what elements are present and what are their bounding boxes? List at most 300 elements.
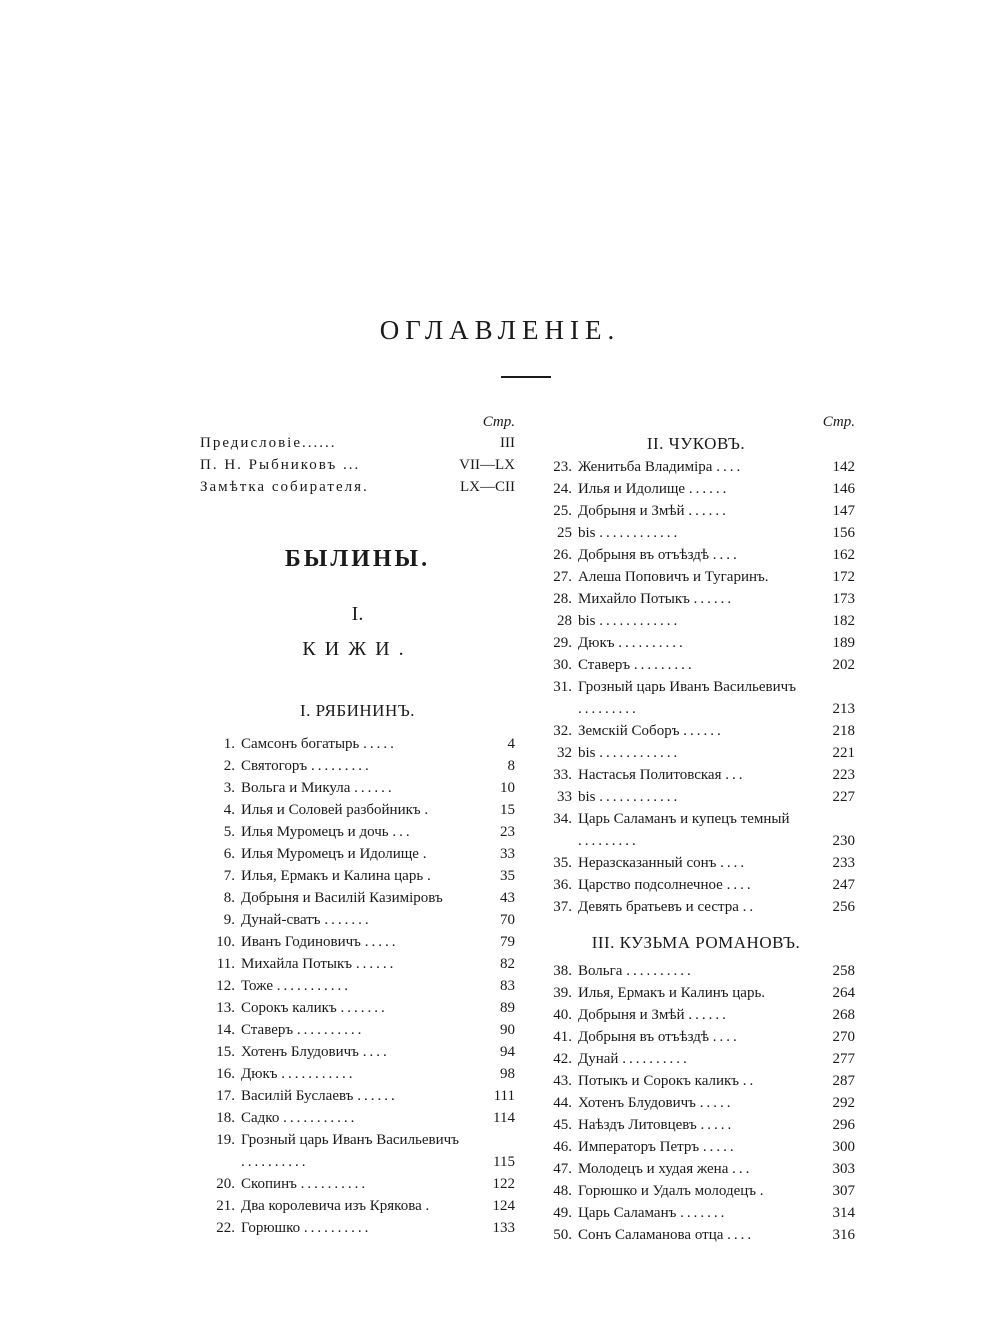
leader-dots: .........	[633, 657, 695, 673]
toc-entry[interactable]	[537, 1158, 855, 1180]
entry-title: Дунай	[578, 1051, 619, 1067]
entry-number: 18.	[216, 1110, 235, 1126]
entry-title-wrapper	[578, 588, 817, 610]
entry-number: 20.	[216, 1176, 235, 1192]
toc-entry[interactable]	[200, 821, 515, 843]
entry-page: 173	[832, 591, 855, 607]
entry-title: Добрыня и Змѣй	[578, 503, 685, 519]
entry-title: Дунай-сватъ	[241, 912, 321, 928]
toc-entry[interactable]	[200, 733, 515, 755]
entry-title: Тоже	[241, 978, 273, 994]
leader-dots: ............	[599, 789, 681, 805]
leader-dots: ......	[355, 956, 397, 972]
leader-dots: ......	[354, 780, 395, 796]
toc-entry[interactable]	[200, 1129, 515, 1173]
toc-entry[interactable]	[537, 720, 855, 742]
entry-title: bis	[578, 525, 596, 541]
entry-page: 70	[500, 912, 515, 928]
entry-number: 5.	[223, 824, 235, 840]
entry-page: 122	[492, 1176, 515, 1192]
entry-title-wrapper	[241, 909, 477, 931]
entry-number: 15.	[216, 1044, 235, 1060]
leader-dots: ....	[712, 547, 740, 563]
entry-title-wrapper	[241, 1195, 477, 1217]
entry-page: 292	[832, 1095, 855, 1111]
entry-title: Вольга	[578, 963, 623, 979]
entry-number: 13.	[216, 1000, 235, 1016]
toc-entry[interactable]	[537, 522, 855, 544]
entry-title: Алеша Поповичъ и Тугаринъ.	[578, 569, 769, 585]
entry-title-wrapper	[578, 1004, 817, 1026]
entry-title: Добрыня въ отъѣздѣ	[578, 1029, 710, 1045]
entry-page: 189	[832, 635, 855, 651]
entry-page: 23	[500, 824, 515, 840]
toc-entry[interactable]	[537, 764, 855, 786]
entry-title: Императоръ Петръ	[578, 1139, 700, 1155]
entry-number: 38.	[553, 963, 572, 979]
toc-entry[interactable]	[537, 1070, 855, 1092]
entry-number: 28	[557, 613, 572, 629]
toc-entry[interactable]	[200, 953, 515, 975]
entry-title: Михайло Потыкъ	[578, 591, 690, 607]
toc-entry[interactable]	[537, 632, 855, 654]
toc-entry[interactable]	[537, 742, 855, 764]
entry-title: Настасья Политовская	[578, 767, 722, 783]
entry-title: bis	[578, 613, 596, 629]
entry-title-wrapper	[578, 1202, 817, 1224]
entry-page: 90	[500, 1022, 515, 1038]
toc-entry[interactable]	[537, 1004, 855, 1026]
entry-title-wrapper	[241, 777, 477, 799]
toc-entry[interactable]	[200, 997, 515, 1019]
entry-number: 45.	[553, 1117, 572, 1133]
entry-title: Ставеръ	[578, 657, 631, 673]
left-column	[200, 412, 515, 1239]
toc-entry[interactable]	[537, 1136, 855, 1158]
leader-dots: ...	[725, 767, 746, 783]
entry-title-wrapper	[578, 522, 817, 544]
entry-page: 115	[493, 1154, 515, 1170]
leader-dots: .	[759, 1183, 767, 1199]
toc-entry[interactable]	[200, 1063, 515, 1085]
entry-page: 82	[500, 956, 515, 972]
entry-title: Илья и Соловей разбойникъ	[241, 802, 421, 818]
entry-page: 15	[500, 802, 515, 818]
leader-dots: ..........	[300, 1176, 369, 1192]
entry-title: Девять братьевъ и сестра	[578, 899, 739, 915]
entry-title: Василій Буслаевъ	[241, 1088, 354, 1104]
entry-title-wrapper	[578, 478, 817, 500]
entry-number: 26.	[553, 547, 572, 563]
page-title: ОГЛАВЛЕНІЕ.	[379, 315, 621, 345]
toc-entry[interactable]	[537, 1026, 855, 1048]
entry-page: 258	[832, 963, 855, 979]
entry-title: Скопинъ	[241, 1176, 297, 1192]
entry-title-wrapper	[241, 865, 477, 887]
front-matter-title: П. Н. Рыбниковъ	[200, 457, 338, 473]
section-heading: I. РЯБИНИНЪ.	[299, 701, 415, 720]
entry-page: 202	[832, 657, 855, 673]
toc-entry[interactable]	[537, 544, 855, 566]
entry-number: 35.	[553, 855, 572, 871]
leader-dots: ............	[599, 525, 681, 541]
leader-dots: .......	[324, 912, 372, 928]
entry-page: 314	[832, 1205, 855, 1221]
leader-dots: .......	[340, 1000, 388, 1016]
entry-title-wrapper	[241, 1085, 477, 1107]
toc-entry[interactable]	[537, 456, 855, 478]
entry-number: 28.	[553, 591, 572, 607]
entry-page: 33	[500, 846, 515, 862]
entry-title: Садко	[241, 1110, 280, 1126]
toc-entry[interactable]	[200, 1217, 515, 1239]
entry-page: 142	[832, 459, 855, 475]
toc-entry[interactable]	[200, 975, 515, 997]
entry-title-wrapper	[578, 676, 817, 720]
entry-page: 277	[832, 1051, 855, 1067]
entry-page: 133	[492, 1220, 515, 1236]
entry-title-wrapper	[578, 544, 817, 566]
entry-number: 40.	[553, 1007, 572, 1023]
toc-entry[interactable]	[200, 1085, 515, 1107]
leader-dots: ...........	[276, 978, 351, 994]
entry-title: Дюкъ	[241, 1066, 278, 1082]
entry-page: 268	[832, 1007, 855, 1023]
entry-title: Горюшко	[241, 1220, 301, 1236]
entry-title: Илья, Ермакъ и Калинъ царь.	[578, 985, 766, 1001]
entry-title: Добрыня и Василій Казиміровъ	[241, 890, 443, 906]
leader-dots: ......	[357, 1088, 398, 1104]
entry-page: 213	[832, 701, 855, 717]
entry-page: 89	[500, 1000, 515, 1016]
entry-page: 182	[832, 613, 855, 629]
leader-dots: ..........	[296, 1022, 365, 1038]
entry-title: bis	[578, 789, 596, 805]
section-list	[537, 456, 855, 918]
leader-dots: ..........	[622, 1051, 690, 1067]
leader-dots: .	[422, 846, 430, 862]
front-matter-item[interactable]	[200, 432, 515, 454]
entry-page: 300	[832, 1139, 855, 1155]
toc-entry[interactable]	[200, 909, 515, 931]
toc-entry[interactable]	[537, 500, 855, 522]
toc-entry[interactable]	[537, 1092, 855, 1114]
entry-title-wrapper	[578, 1048, 817, 1070]
entry-title: Илья Муромецъ и Идолище	[241, 846, 419, 862]
entry-title-wrapper	[578, 742, 817, 764]
leader-dots: ....	[712, 1029, 740, 1045]
entry-number: 29.	[553, 635, 572, 651]
entry-number: 16.	[216, 1066, 235, 1082]
entry-number: 39.	[553, 985, 572, 1001]
region-heading: КИЖИ.	[302, 638, 413, 660]
leader-dots: ...........	[281, 1066, 356, 1082]
toc-entry[interactable]	[537, 808, 855, 852]
entry-title: Сорокъ каликъ	[241, 1000, 337, 1016]
entry-number: 49.	[553, 1205, 572, 1221]
entry-title: Самсонъ богатырь	[241, 736, 360, 752]
entry-number: 32	[557, 745, 572, 761]
entry-page: 303	[832, 1161, 855, 1177]
entry-page: 230	[832, 833, 855, 849]
toc-entry[interactable]	[537, 676, 855, 720]
entry-title: Неразсказанный сонъ	[578, 855, 717, 871]
entry-title: Два королевича изъ Крякова	[241, 1198, 422, 1214]
entry-page: 4	[507, 736, 515, 752]
leader-dots: ......	[302, 435, 337, 451]
toc-entry[interactable]	[537, 1224, 855, 1246]
entry-title-wrapper	[578, 500, 817, 522]
entry-number: 41.	[553, 1029, 572, 1045]
entry-title: Святогоръ	[241, 758, 308, 774]
leader-dots: ....	[716, 459, 744, 475]
entry-title: Илья Муромецъ и дочь	[241, 824, 389, 840]
entry-title: Иванъ Годиновичъ	[241, 934, 361, 950]
leader-dots: ..........	[241, 1154, 309, 1170]
entry-title-wrapper	[241, 1129, 477, 1173]
toc-entry[interactable]	[537, 654, 855, 676]
toc-entry[interactable]	[537, 1180, 855, 1202]
entry-page: 146	[832, 481, 855, 497]
section-heading: III. КУЗЬМА РОМАНОВЪ.	[591, 933, 801, 952]
toc-entry[interactable]	[200, 1041, 515, 1063]
leader-dots: ..	[742, 899, 757, 915]
entry-page: 233	[832, 855, 855, 871]
entry-title: Илья и Идолище	[578, 481, 686, 497]
part-number: I.	[351, 603, 364, 625]
leader-dots: ..	[742, 1073, 757, 1089]
toc-entry[interactable]	[537, 566, 855, 588]
toc-entry[interactable]	[200, 1107, 515, 1129]
toc-entry[interactable]	[537, 786, 855, 808]
toc-entry[interactable]	[537, 852, 855, 874]
front-matter-item[interactable]	[200, 476, 515, 498]
entry-title-wrapper	[241, 953, 477, 975]
entry-title: Вольга и Микула	[241, 780, 351, 796]
section-list	[537, 960, 855, 1246]
entry-number: 44.	[553, 1095, 572, 1111]
entry-number: 9.	[223, 912, 235, 928]
toc-entry[interactable]	[537, 610, 855, 632]
leader-dots: ......	[688, 1007, 729, 1023]
leader-dots: .........	[578, 833, 639, 849]
leader-dots: ......	[688, 481, 730, 497]
entry-page: 111	[493, 1088, 515, 1104]
entry-page: 287	[832, 1073, 855, 1089]
entry-number: 6.	[223, 846, 235, 862]
entry-title: Царство подсолнечное	[578, 877, 723, 893]
entry-number: 2.	[223, 758, 235, 774]
entry-number: 42.	[553, 1051, 572, 1067]
toc-entry[interactable]	[200, 777, 515, 799]
entry-number: 14.	[216, 1022, 235, 1038]
entry-number: 17.	[216, 1088, 235, 1104]
entry-page: 218	[832, 723, 855, 739]
entry-title-wrapper	[578, 1158, 817, 1180]
title-rule	[501, 376, 551, 378]
leader-dots: ....	[727, 1227, 755, 1243]
entry-title: bis	[578, 745, 596, 761]
entry-page: 83	[500, 978, 515, 994]
entry-page: 227	[832, 789, 855, 805]
leader-dots: .........	[310, 758, 372, 774]
entry-title-wrapper	[241, 755, 477, 777]
entry-title: Грозный царь Иванъ Васильевичъ	[578, 679, 796, 695]
entry-number: 21.	[216, 1198, 235, 1214]
entry-title-wrapper	[241, 1173, 477, 1195]
front-matter-page: LX—CII	[460, 479, 515, 495]
entry-number: 37.	[553, 899, 572, 915]
entry-page: 43	[500, 890, 515, 906]
entry-number: 12.	[216, 978, 235, 994]
leader-dots: ......	[693, 591, 735, 607]
leader-dots: ....	[362, 1044, 390, 1060]
entry-title: Горюшко и Удалъ молодецъ	[578, 1183, 757, 1199]
entry-number: 31.	[553, 679, 572, 695]
entry-page: 270	[832, 1029, 855, 1045]
entry-title-wrapper	[578, 654, 817, 676]
entry-title-wrapper	[578, 1026, 817, 1048]
leader-dots: ...........	[283, 1110, 358, 1126]
entry-number: 3.	[223, 780, 235, 796]
entry-title: Потыкъ и Сорокъ каликъ	[578, 1073, 740, 1089]
entry-title: Земскій Соборъ	[578, 723, 680, 739]
entry-number: 36.	[553, 877, 572, 893]
entry-number: 24.	[553, 481, 572, 497]
entry-title-wrapper	[241, 931, 477, 953]
entry-title-wrapper	[241, 1041, 477, 1063]
entry-number: 48.	[553, 1183, 572, 1199]
entry-page: 316	[832, 1227, 855, 1243]
entry-title-wrapper	[578, 808, 817, 852]
entry-number: 46.	[553, 1139, 572, 1155]
entry-title-wrapper	[578, 1092, 817, 1114]
entry-title-wrapper	[241, 733, 477, 755]
entry-page: 221	[832, 745, 855, 761]
entry-title: Хотенъ Блудовичъ	[241, 1044, 359, 1060]
entry-page: 156	[832, 525, 855, 541]
entry-title: Царь Саламанъ и купецъ темный	[578, 811, 790, 827]
leader-dots: .....	[699, 1095, 734, 1111]
entry-number: 34.	[553, 811, 572, 827]
entry-title: Грозный царь Иванъ Васильевичъ	[241, 1132, 459, 1148]
entry-title-wrapper	[578, 456, 817, 478]
toc-entry[interactable]	[537, 478, 855, 500]
leader-dots: ..........	[303, 1220, 372, 1236]
entry-number: 33	[557, 789, 572, 805]
toc-entry[interactable]	[200, 1173, 515, 1195]
entry-number: 43.	[553, 1073, 572, 1089]
toc-entry[interactable]	[537, 874, 855, 896]
entry-title-wrapper	[241, 975, 477, 997]
leader-dots: ....	[720, 855, 748, 871]
entry-title-wrapper	[578, 874, 817, 896]
toc-entry[interactable]	[200, 843, 515, 865]
entry-title-wrapper	[578, 1070, 817, 1092]
toc-entry[interactable]	[200, 865, 515, 887]
entry-number: 50.	[553, 1227, 572, 1243]
entry-title-wrapper	[241, 843, 477, 865]
entry-title-wrapper	[241, 1019, 477, 1041]
entry-page: 256	[832, 899, 855, 915]
entry-page: 8	[507, 758, 515, 774]
toc-entry[interactable]	[537, 588, 855, 610]
toc-entry[interactable]	[200, 755, 515, 777]
toc-entry[interactable]	[200, 1019, 515, 1041]
entry-page: 124	[492, 1198, 515, 1214]
entry-page: 94	[500, 1044, 515, 1060]
toc-entry[interactable]	[537, 1048, 855, 1070]
leader-dots: .....	[364, 934, 399, 950]
entry-title: Молодецъ и худая жена	[578, 1161, 729, 1177]
front-matter-item[interactable]	[200, 454, 515, 476]
entry-title-wrapper	[241, 997, 477, 1019]
entry-title: Хотенъ Блудовичъ	[578, 1095, 696, 1111]
leader-dots: ............	[599, 613, 681, 629]
entry-page: 114	[493, 1110, 515, 1126]
entry-title-wrapper	[578, 982, 817, 1004]
section-heading: II. ЧУКОВЪ.	[646, 434, 746, 453]
entry-page: 223	[832, 767, 855, 783]
toc-entry[interactable]	[537, 982, 855, 1004]
leader-dots: ...	[392, 824, 413, 840]
entry-number: 27.	[553, 569, 572, 585]
leader-dots: ....	[726, 877, 754, 893]
toc-entry[interactable]	[200, 1195, 515, 1217]
entry-title: Илья, Ермакъ и Калина царь	[241, 868, 424, 884]
entry-title-wrapper	[241, 1107, 477, 1129]
entry-title-wrapper	[578, 610, 817, 632]
leader-dots: .	[424, 802, 432, 818]
entry-title: Царь Саламанъ	[578, 1205, 677, 1221]
entry-number: 25	[557, 525, 572, 541]
entry-page: 296	[832, 1117, 855, 1133]
entry-number: 4.	[223, 802, 235, 818]
entry-number: 7.	[223, 868, 235, 884]
leader-dots: ......	[683, 723, 724, 739]
entry-title-wrapper	[241, 821, 477, 843]
toc-entry[interactable]	[537, 960, 855, 982]
leader-dots: ..........	[618, 635, 686, 651]
leader-dots: .	[425, 1198, 433, 1214]
entry-title: Дюкъ	[578, 635, 615, 651]
entry-number: 19.	[216, 1132, 235, 1148]
entry-title: Добрыня въ отъѣздѣ	[578, 547, 710, 563]
entry-title: Сонъ Саламанова отца	[578, 1227, 724, 1243]
leader-dots: .....	[702, 1139, 737, 1155]
toc-entry[interactable]	[537, 896, 855, 918]
toc-entry[interactable]	[200, 799, 515, 821]
entry-page: 35	[500, 868, 515, 884]
entry-title-wrapper	[578, 960, 817, 982]
toc-entry[interactable]	[537, 1202, 855, 1224]
toc-entry[interactable]	[537, 1114, 855, 1136]
entry-title: Женитьба Владиміра	[578, 459, 713, 475]
toc-entry[interactable]	[200, 887, 515, 909]
entry-title-wrapper	[578, 1224, 817, 1246]
entry-page: 10	[500, 780, 515, 796]
entry-page: 98	[500, 1066, 515, 1082]
toc-entry[interactable]	[200, 931, 515, 953]
main-heading: БЫЛИНЫ.	[284, 546, 431, 572]
entry-number: 11.	[216, 956, 235, 972]
entry-title-wrapper	[241, 1063, 477, 1085]
entry-page: 247	[832, 877, 855, 893]
section-list	[200, 733, 515, 1239]
entry-title-wrapper	[578, 1114, 817, 1136]
entry-title-wrapper	[578, 852, 817, 874]
leader-dots: ..........	[626, 963, 694, 979]
